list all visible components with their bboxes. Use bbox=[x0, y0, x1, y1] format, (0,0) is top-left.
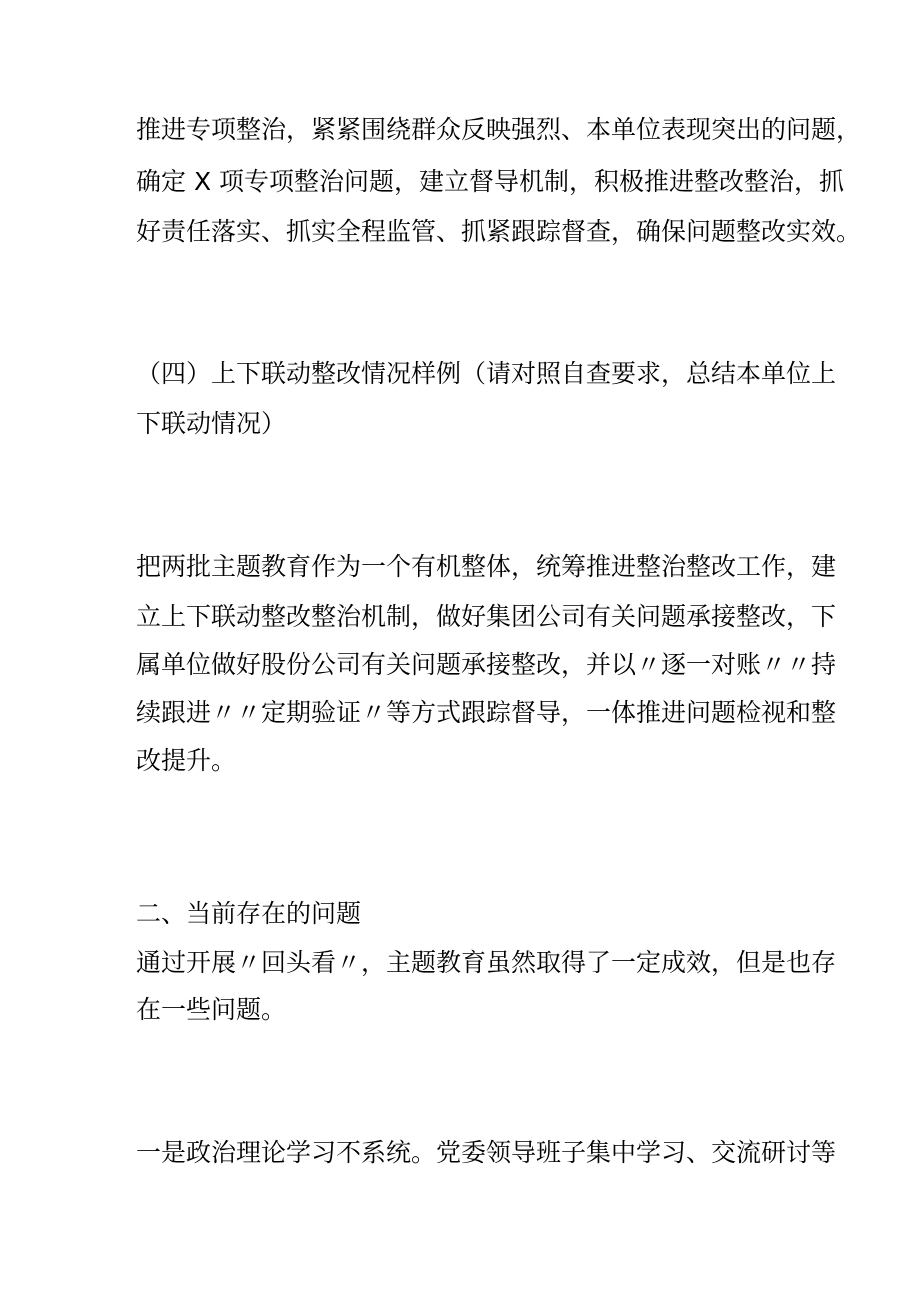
text-line: 改提升。 bbox=[136, 746, 237, 775]
text-line: 确定 X 项专项整治问题，建立督导机制，积极推进整改整治，抓 bbox=[136, 167, 845, 196]
text-line: 在一些问题。 bbox=[136, 995, 287, 1024]
section-heading: 二、当前存在的问题 bbox=[136, 899, 362, 928]
text-line: 下联动情况） bbox=[136, 409, 287, 438]
text-line: 好责任落实、抓实全程监管、抓紧跟踪督查，确保问题整改实效。 bbox=[136, 217, 862, 246]
text-line: 续跟进〃〃定期验证〃等方式跟踪督导，一体推进问题检视和整 bbox=[136, 698, 837, 727]
text-line: 推进专项整治，紧紧围绕群众反映强烈、本单位表现突出的问题， bbox=[136, 115, 862, 144]
text-line: 一是政治理论学习不系统。党委领导班子集中学习、交流研讨等 bbox=[136, 1138, 837, 1167]
text-line: 属单位做好股份公司有关问题承接整改，并以〃逐一对账〃〃持 bbox=[136, 650, 837, 679]
text-line: （四）上下联动整改情况样例（请对照自查要求，总结本单位上 bbox=[136, 359, 837, 388]
text-line: 立上下联动整改整治机制，做好集团公司有关问题承接整改，下 bbox=[136, 602, 837, 631]
text-line: 把两批主题教育作为一个有机整体，统筹推进整治整改工作，建 bbox=[136, 552, 837, 581]
text-line: 通过开展〃回头看〃，主题教育虽然取得了一定成效，但是也存 bbox=[136, 948, 837, 977]
